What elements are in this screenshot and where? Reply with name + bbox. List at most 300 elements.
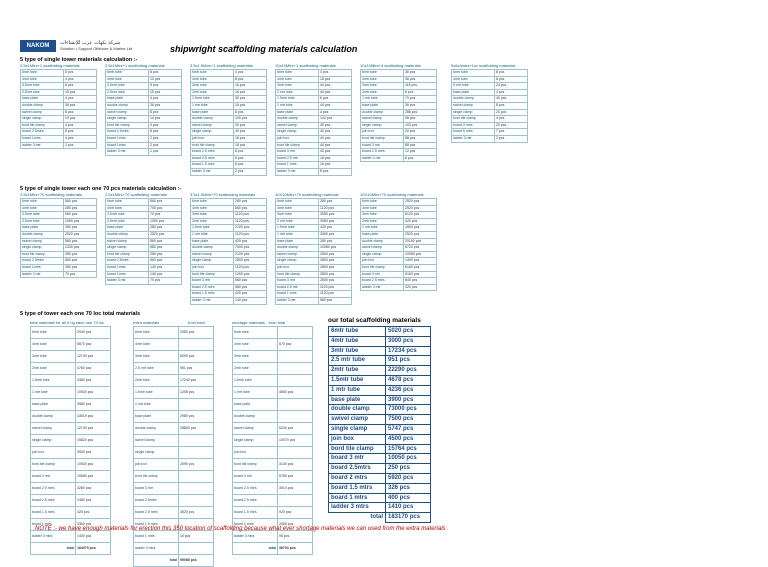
item-qty: 8 pcs — [64, 109, 97, 116]
s3-col2-title2: from total — [188, 320, 205, 325]
item-name: 4mtr tube — [191, 205, 234, 212]
item-qty: 36 pcs — [64, 102, 97, 109]
item-name: 1.5mtr tube — [191, 225, 234, 232]
item-qty: 560 pcs — [234, 278, 267, 285]
item-qty: 1050 pcs — [64, 218, 97, 225]
item-name: join box — [191, 135, 234, 142]
table-row — [191, 149, 267, 156]
item-name: 1 mtr tube — [134, 399, 179, 411]
table-row — [361, 205, 437, 212]
item-name: 2.5mtr tube — [106, 89, 149, 96]
item-name: 1.5mtr tube — [191, 96, 234, 103]
item-name: 2 mtr tube — [276, 89, 319, 96]
table-row — [329, 493, 431, 503]
item-name: swivel clamp — [276, 251, 319, 258]
item-qty: 4 pcs — [319, 70, 352, 77]
item-qty: 2090 pcs — [179, 459, 214, 471]
item-name: 1.5mtr tube — [31, 375, 76, 387]
table-row — [361, 96, 437, 103]
total-row — [329, 513, 431, 523]
item-name: 3mtr tube — [233, 351, 278, 363]
table-row — [134, 399, 214, 411]
table-row — [31, 507, 111, 519]
table-row — [134, 339, 214, 351]
item-qty: 1120 pcs — [234, 218, 267, 225]
table-row — [452, 83, 528, 90]
table-row — [233, 483, 313, 495]
item-name: double clamp — [233, 411, 278, 423]
table-row — [191, 116, 267, 123]
item-name: double clamp — [452, 96, 495, 103]
item-name: base plate — [361, 231, 404, 238]
table-row — [21, 238, 97, 245]
s2-block-2-table — [190, 198, 267, 305]
item-qty: 8 pcs — [495, 102, 528, 109]
item-qty: 43519 pcs — [76, 411, 111, 423]
s2-block-1-title: 2.5x1Mtrs+70 scaffolding materials — [105, 192, 167, 197]
item-name: board 2.5mtrs — [106, 258, 149, 265]
item-qty: 116 pcs — [404, 83, 437, 90]
table-row — [361, 129, 437, 136]
item-name: 4mtr tube — [31, 339, 76, 351]
total-value: 183170 pcs — [386, 513, 431, 523]
table-row — [276, 231, 352, 238]
table-row — [191, 76, 267, 83]
item-name: double clamp — [106, 231, 149, 238]
item-name: 4mtr tube — [233, 339, 278, 351]
item-qty — [278, 327, 313, 339]
item-name: 1 mtr tube — [233, 387, 278, 399]
item-qty: 4 pcs — [234, 70, 267, 77]
item-qty: 5570 pcs — [76, 339, 111, 351]
item-qty: 2800 pcs — [234, 258, 267, 265]
item-qty: 10080 pcs — [404, 251, 437, 258]
item-qty: 8 pcs — [495, 70, 528, 77]
table-row — [134, 423, 214, 435]
table-row — [21, 129, 97, 136]
item-qty: 980 pcs — [149, 245, 182, 252]
s3-col3-table — [232, 326, 313, 555]
item-name: bord tile clamp — [233, 459, 278, 471]
item-name: bord tile clamp — [276, 271, 319, 278]
item-name: board 2.5mtrs — [21, 258, 64, 265]
item-qty: 20 pcs — [495, 109, 528, 116]
s2-block-0-table — [20, 198, 97, 278]
item-qty: 560 pcs — [149, 238, 182, 245]
item-name: single clamp — [106, 116, 149, 123]
item-name: 6mtr tube — [452, 70, 495, 77]
table-row — [233, 351, 313, 363]
table-row — [31, 483, 111, 495]
item-name: join box — [361, 129, 404, 136]
item-qty: 40 pcs — [319, 129, 352, 136]
item-name: 1 mtr tube — [329, 385, 386, 395]
table-row — [361, 70, 437, 77]
item-name: double clamp — [191, 245, 234, 252]
table-row — [191, 251, 267, 258]
item-qty: 30 pcs — [234, 96, 267, 103]
item-qty: 280 pcs — [149, 251, 182, 258]
table-row — [191, 278, 267, 285]
item-qty: 4760 pcs — [76, 363, 111, 375]
item-qty: 560 pcs — [234, 284, 267, 291]
table-row — [361, 231, 437, 238]
item-name: 3mtr tube — [191, 212, 234, 219]
item-qty: 420 pcs — [234, 291, 267, 298]
item-qty — [179, 543, 214, 555]
table-row — [106, 231, 182, 238]
s2-block-4-table — [360, 198, 437, 291]
item-name: board 3 mtr — [329, 454, 386, 464]
item-name: ladder 3 mtr — [276, 168, 319, 175]
table-row — [276, 258, 352, 265]
s1-block-3-table — [275, 69, 352, 176]
item-name: swivel clamp — [361, 245, 404, 252]
item-qty: 840 pcs — [404, 278, 437, 285]
item-qty: 3010 pcs — [278, 483, 313, 495]
item-qty: 40 pcs — [495, 96, 528, 103]
item-qty: 16 pcs — [234, 89, 267, 96]
item-qty: 8 pcs — [64, 83, 97, 90]
item-qty: 6 pcs — [404, 89, 437, 96]
s1-block-3-title: 10x10Mtrs+1 scaffolding materials — [275, 63, 336, 68]
item-name: 4mtr tube — [329, 336, 386, 346]
total-row — [134, 555, 214, 567]
table-row — [329, 405, 431, 415]
item-qty: 2520 pcs — [404, 199, 437, 206]
item-qty: 2800 pcs — [319, 264, 352, 271]
item-qty: 8120 pcs — [404, 212, 437, 219]
item-name: ladder 3 mtr — [452, 135, 495, 142]
table-row — [191, 96, 267, 103]
table-row — [191, 271, 267, 278]
item-name: 2.5mtr tube — [106, 218, 149, 225]
item-name: 3mtr tube — [329, 346, 386, 356]
table-row — [106, 238, 182, 245]
item-qty: 3360 pcs — [76, 519, 111, 531]
item-name: base plate — [21, 96, 64, 103]
item-qty: 3130 pcs — [278, 459, 313, 471]
item-name: swivel clamp — [329, 415, 386, 425]
item-qty: 140 pcs — [234, 297, 267, 304]
item-name: swivel clamp — [276, 122, 319, 129]
table-row — [361, 264, 437, 271]
table-row — [329, 483, 431, 493]
item-name: double clamp — [21, 231, 64, 238]
item-name: single clamp — [134, 447, 179, 459]
table-row — [452, 76, 528, 83]
table-row — [276, 238, 352, 245]
item-qty: 6720 pcs — [404, 245, 437, 252]
item-name: 6mtr tube — [21, 70, 64, 77]
table-row — [106, 76, 182, 83]
total-row — [233, 543, 313, 555]
item-name: 2 mtr tube — [276, 218, 319, 225]
item-qty: 4520 pcs — [179, 507, 214, 519]
table-row — [329, 366, 431, 376]
item-name: 4mtr tube — [21, 76, 64, 83]
item-qty: 2520 pcs — [64, 231, 97, 238]
item-name: join box — [276, 135, 319, 142]
table-row — [21, 231, 97, 238]
item-qty: 4900 pcs — [404, 225, 437, 232]
table-row — [134, 495, 214, 507]
item-qty: 400 pcs — [386, 493, 431, 503]
table-row — [233, 423, 313, 435]
item-qty: 1410 pcs — [386, 503, 431, 513]
item-qty: 70 pcs — [149, 278, 182, 285]
item-qty: 8 pcs — [149, 129, 182, 136]
item-qty: 280 pcs — [234, 199, 267, 206]
table-row — [21, 225, 97, 232]
item-qty: 560 pcs — [64, 199, 97, 206]
table-row — [134, 531, 214, 543]
table-row — [361, 155, 437, 162]
table-row — [31, 327, 111, 339]
item-name: 4mtr tube — [361, 205, 404, 212]
item-qty: 10650 pcs — [76, 471, 111, 483]
item-name: board 1 mtrs — [233, 519, 278, 531]
item-name: ladder 3 mtrs — [134, 543, 179, 555]
item-name: board 3 mtr — [191, 278, 234, 285]
item-qty: 6 pcs — [404, 155, 437, 162]
table-row — [276, 225, 352, 232]
table-row — [31, 399, 111, 411]
item-qty: 4660 pcs — [278, 387, 313, 399]
table-row — [106, 218, 182, 225]
item-name: join box — [361, 258, 404, 265]
table-row — [329, 415, 431, 425]
item-qty — [278, 399, 313, 411]
item-name: bord tile clamp — [452, 116, 495, 123]
table-row — [452, 116, 528, 123]
item-qty: 20 pcs — [495, 122, 528, 129]
item-name: board 1mtrs — [106, 135, 149, 142]
table-row — [233, 459, 313, 471]
item-name: board 2.5 mtrs — [191, 284, 234, 291]
item-name: 1.5mtr tube — [329, 375, 386, 385]
item-name: 3mtr tube — [361, 83, 404, 90]
table-row — [361, 149, 437, 156]
section3-title: 5 type of tower each one 70 loc total materials — [20, 311, 141, 317]
item-name: 4mtr tube — [361, 76, 404, 83]
item-qty: 4 pcs — [149, 122, 182, 129]
table-row — [191, 238, 267, 245]
item-qty: 20 pcs — [404, 129, 437, 136]
table-row — [191, 225, 267, 232]
item-qty: 700 pcs — [149, 205, 182, 212]
item-name: 2mtr tube — [134, 375, 179, 387]
table-row — [233, 471, 313, 483]
item-qty: 10050 pcs — [386, 454, 431, 464]
item-qty: 15 pcs — [64, 89, 97, 96]
s3-col2-title: extra materials — [133, 320, 160, 325]
item-qty: 40 pcs — [319, 142, 352, 149]
item-name: 6mtr tube — [361, 70, 404, 77]
total-value: 36703 pcs — [278, 543, 313, 555]
item-qty: 5747 pcs — [386, 424, 431, 434]
item-name: swivel clamp — [134, 435, 179, 447]
item-qty: 1330 pcs — [64, 245, 97, 252]
table-row — [452, 96, 528, 103]
item-qty: 44 pcs — [319, 89, 352, 96]
table-row — [276, 96, 352, 103]
table-row — [106, 70, 182, 77]
table-row — [329, 454, 431, 464]
table-row — [452, 135, 528, 142]
table-row — [233, 411, 313, 423]
item-qty: 4 pcs — [64, 122, 97, 129]
table-row — [106, 199, 182, 206]
table-row — [233, 447, 313, 459]
item-name: 2mtr tube — [361, 218, 404, 225]
table-row — [21, 76, 97, 83]
table-row — [361, 116, 437, 123]
item-qty: 2520 pcs — [404, 231, 437, 238]
table-row — [21, 109, 97, 116]
item-name: join box — [233, 447, 278, 459]
item-qty: 30 pcs — [234, 122, 267, 129]
table-row — [191, 168, 267, 175]
item-name: board 1.5 mtrs — [191, 291, 234, 298]
item-qty: 920 pcs — [278, 507, 313, 519]
table-row — [361, 76, 437, 83]
item-qty: 560 pcs — [234, 205, 267, 212]
item-qty: 560 pcs — [64, 258, 97, 265]
table-row — [106, 135, 182, 142]
item-name: 3mtr tube — [276, 212, 319, 219]
item-qty: 140 pcs — [149, 271, 182, 278]
item-qty: 3080 pcs — [319, 212, 352, 219]
item-name: board 2.5 mtrs — [134, 507, 179, 519]
item-qty: 1 pcs — [64, 142, 97, 149]
item-name: base plate — [361, 102, 404, 109]
item-qty: 5780 pcs — [278, 471, 313, 483]
item-qty: 28890 pcs — [179, 423, 214, 435]
table-row — [361, 89, 437, 96]
table-row — [276, 162, 352, 169]
item-qty: 12740 pcs — [76, 351, 111, 363]
table-row — [233, 363, 313, 375]
item-name: 2mtr tube — [233, 363, 278, 375]
item-name: bord tile clamp — [361, 135, 404, 142]
summary-title: our total scaffolding materials — [328, 317, 421, 324]
table-row — [191, 245, 267, 252]
table-row — [191, 284, 267, 291]
item-qty — [179, 399, 214, 411]
logo-mark: NAKOM — [20, 40, 56, 52]
item-qty — [278, 495, 313, 507]
item-qty: 2 pcs — [234, 168, 267, 175]
item-name: ladder 3 mtr — [21, 271, 64, 278]
item-name: board 2.5 mtrs — [31, 495, 76, 507]
item-name: single clamp — [329, 424, 386, 434]
table-row — [21, 199, 97, 206]
table-row — [233, 495, 313, 507]
item-qty: 44 pcs — [319, 102, 352, 109]
item-qty: 2800 pcs — [319, 271, 352, 278]
s2-block-0-title: 2.5x1Mtrs+70 scaffolding materials — [20, 192, 82, 197]
item-name: 1 mtr tube — [191, 231, 234, 238]
item-name: base plate — [106, 225, 149, 232]
table-row — [134, 435, 214, 447]
item-qty — [278, 411, 313, 423]
table-row — [21, 251, 97, 258]
table-row — [361, 271, 437, 278]
item-name: 2mtr tube — [361, 89, 404, 96]
item-qty: 4 pcs — [64, 76, 97, 83]
item-name: 4mtr tube — [276, 205, 319, 212]
item-name: 3mtr tube — [31, 351, 76, 363]
table-row — [21, 135, 97, 142]
item-name: board 2.5mtrs — [329, 464, 386, 474]
item-name: board 1 mtrs — [276, 162, 319, 169]
item-qty — [179, 339, 214, 351]
table-row — [361, 251, 437, 258]
item-name: single clamp — [361, 251, 404, 258]
item-qty: 280 pcs — [64, 205, 97, 212]
item-name: 1 mtr tube — [191, 102, 234, 109]
item-name: ladder 3 mtr — [361, 155, 404, 162]
item-name: board 1.5 mtrs — [31, 507, 76, 519]
item-name: board 1 mtrs — [31, 519, 76, 531]
item-name: board 3 mtr — [276, 278, 319, 285]
item-name: 2.5mtr tube — [21, 89, 64, 96]
item-name: ladder 3 mtrs — [31, 531, 76, 543]
table-row — [276, 199, 352, 206]
item-qty: 8 pcs — [495, 76, 528, 83]
item-name: swivel clamp — [21, 238, 64, 245]
item-name: 6mtr tube — [191, 199, 234, 206]
item-qty: 6090 pcs — [179, 351, 214, 363]
item-name: single clamp — [191, 258, 234, 265]
item-name: double clamp — [21, 102, 64, 109]
item-name: join box — [191, 264, 234, 271]
s3-col1-table — [30, 326, 111, 555]
s1-block-5-title: 5x5x4mtrs+1sc scaffolding materials — [451, 63, 516, 68]
item-name: 6mtr tube — [329, 327, 386, 337]
item-name: swivel clamp — [31, 423, 76, 435]
item-name: board 2.5mtrs — [106, 129, 149, 136]
s2-block-3-title: 10X10Mtrs+70 scaffolding materials — [275, 192, 339, 197]
item-name: board 2.5 mtrs — [361, 149, 404, 156]
item-name: double clamp — [276, 245, 319, 252]
item-qty: 280 pcs — [64, 264, 97, 271]
page-title: shipwright scaffolding materials calculation — [170, 44, 358, 54]
item-name: 6mtr tube — [276, 70, 319, 77]
table-row — [31, 423, 111, 435]
item-name: board 2.5 mtrs — [361, 278, 404, 285]
item-name: bord tile clamp — [361, 264, 404, 271]
table-row — [21, 264, 97, 271]
table-row — [31, 495, 111, 507]
item-qty — [278, 447, 313, 459]
table-row — [276, 149, 352, 156]
item-qty: 1120 pcs — [319, 291, 352, 298]
summary-table — [328, 326, 431, 523]
table-row — [276, 135, 352, 142]
item-qty: 103 pcs — [404, 122, 437, 129]
item-name: 2mtr tube — [329, 366, 386, 376]
footer-note: NOTE :- we have enough materials for erection this 350 location of scaffolding because what ever shortage materials we can used from the extra materials . — [35, 526, 449, 532]
item-name: 3.5mtr tube — [106, 83, 149, 90]
item-qty: 1208 pcs — [179, 387, 214, 399]
item-qty: 8 pcs — [319, 168, 352, 175]
item-qty: 88 pcs — [404, 135, 437, 142]
table-row — [21, 89, 97, 96]
item-qty: 10070 pcs — [278, 435, 313, 447]
table-row — [276, 284, 352, 291]
